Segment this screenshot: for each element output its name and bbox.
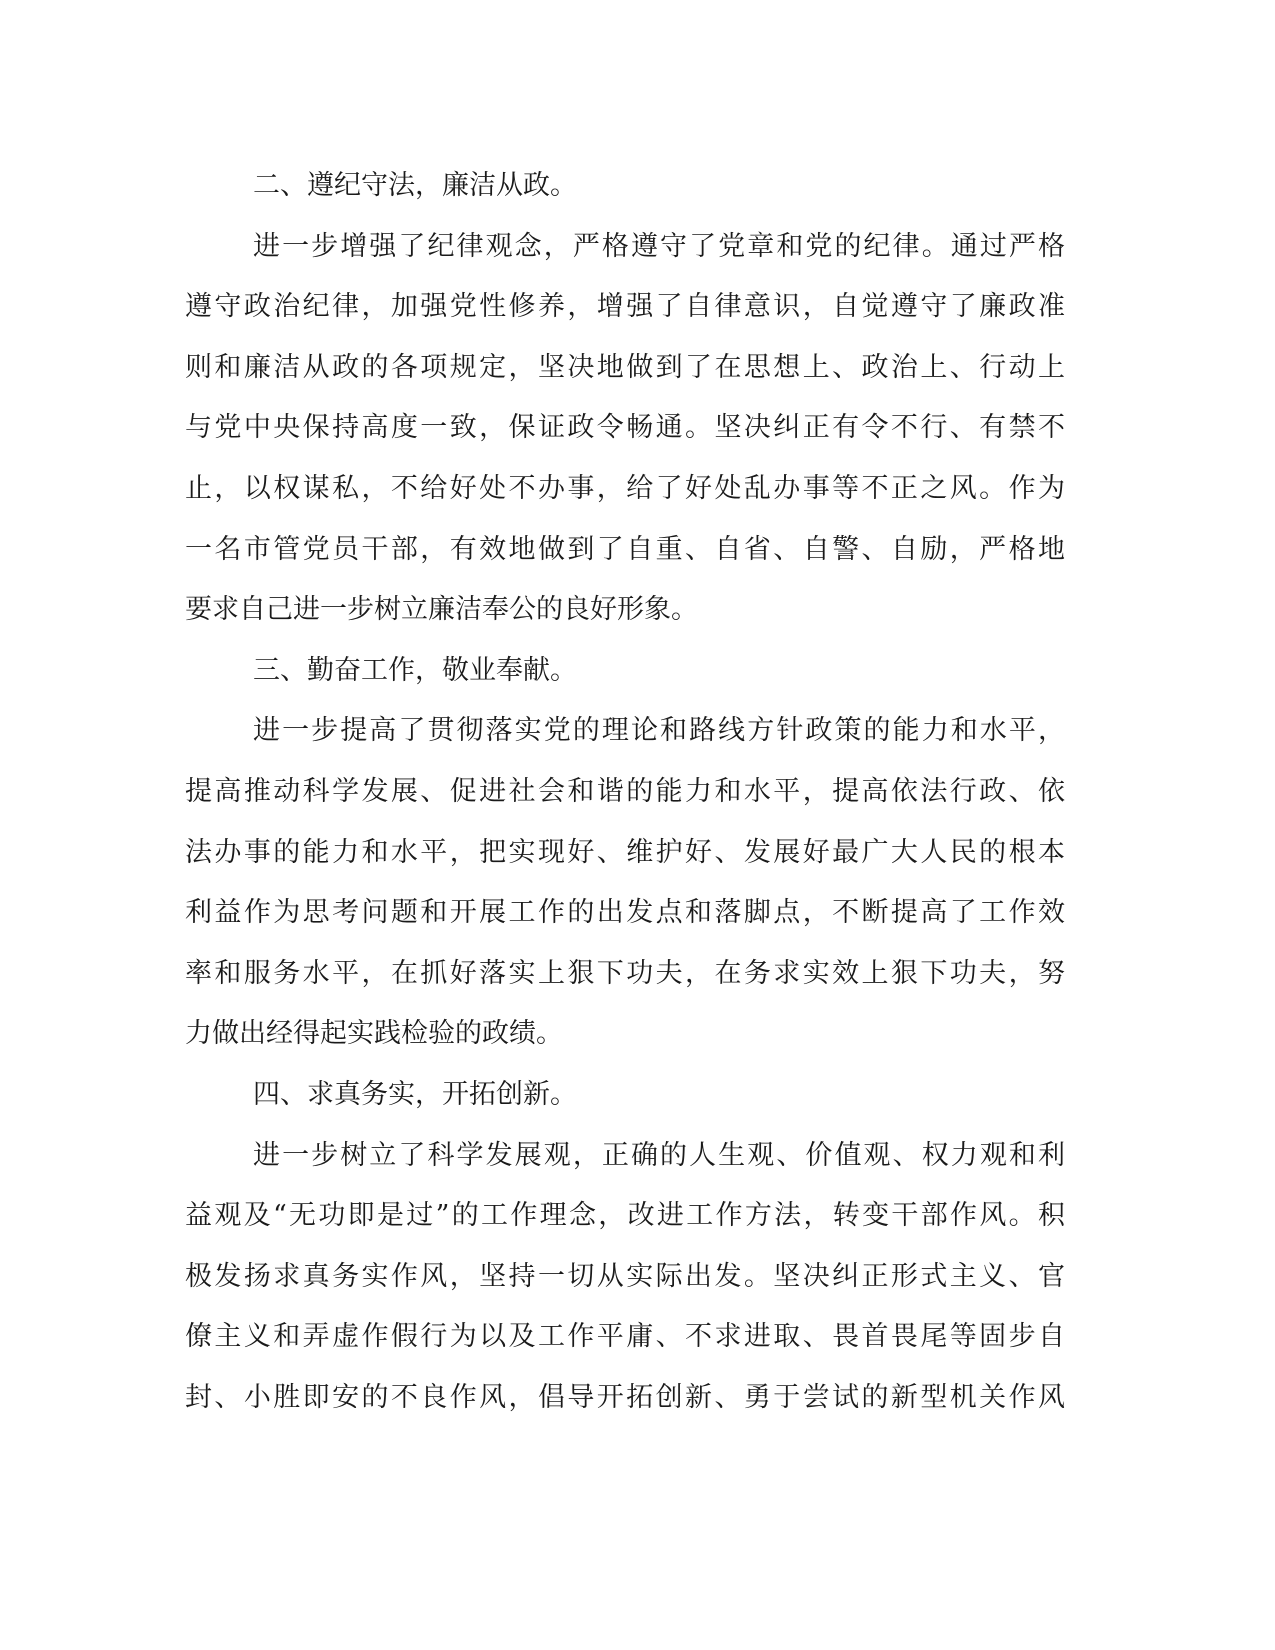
paragraph-line: 率和服务水平，在抓好落实上狠下功夫，在务求实效上狠下功夫，努 [185,957,1065,989]
paragraph-line: 则和廉洁从政的各项规定，坚决地做到了在思想上、政治上、行动上 [185,351,1065,383]
document-body [185,156,1065,1428]
paragraph-line: 进一步提高了贯彻落实党的理论和路线方针政策的能力和水平， [253,715,1065,747]
paragraph-line: 止，以权谋私，不给好处不办事，给了好处乱办事等不正之风。作为 [185,472,1065,504]
paragraph-line: 要求自己进一步树立廉洁奉公的良好形象。 [185,594,698,626]
paragraph-line: 极发扬求真务实作风，坚持一切从实际出发。坚决纠正形式主义、官 [185,1260,1065,1292]
paragraph-line: 封、小胜即安的不良作风，倡导开拓创新、勇于尝试的新型机关作风 [185,1381,1065,1413]
section-heading: 三、勤奋工作，敬业奉献。 [253,654,577,686]
paragraph-line: 进一步树立了科学发展观，正确的人生观、价值观、权力观和利 [253,1139,1065,1171]
section-heading: 二、遵纪守法，廉洁从政。 [253,170,577,201]
paragraph-line: 僚主义和弄虚作假行为以及工作平庸、不求进取、畏首畏尾等固步自 [185,1321,1065,1353]
paragraph-line: 力做出经得起实践检验的政绩。 [185,1018,563,1050]
paragraph-line: 与党中央保持高度一致，保证政令畅通。坚决纠正有令不行、有禁不 [185,412,1065,444]
paragraph-line: 提高推动科学发展、促进社会和谐的能力和水平，提高依法行政、依 [185,775,1065,807]
paragraph-line: 益观及“无功即是过”的工作理念，改进工作方法，转变干部作风。积 [185,1200,1065,1232]
paragraph-line: 进一步增强了纪律观念，严格遵守了党章和党的纪律。通过严格 [253,230,1065,262]
paragraph-line: 法办事的能力和水平，把实现好、维护好、发展好最广大人民的根本 [185,836,1065,868]
paragraph-line: 利益作为思考问题和开展工作的出发点和落脚点，不断提高了工作效 [185,897,1065,929]
section-heading: 四、求真务实，开拓创新。 [253,1078,577,1110]
paragraph-line: 一名市管党员干部，有效地做到了自重、自省、自警、自励，严格地 [185,533,1065,565]
paragraph-line: 遵守政治纪律，加强党性修养，增强了自律意识，自觉遵守了廉政准 [185,291,1065,323]
